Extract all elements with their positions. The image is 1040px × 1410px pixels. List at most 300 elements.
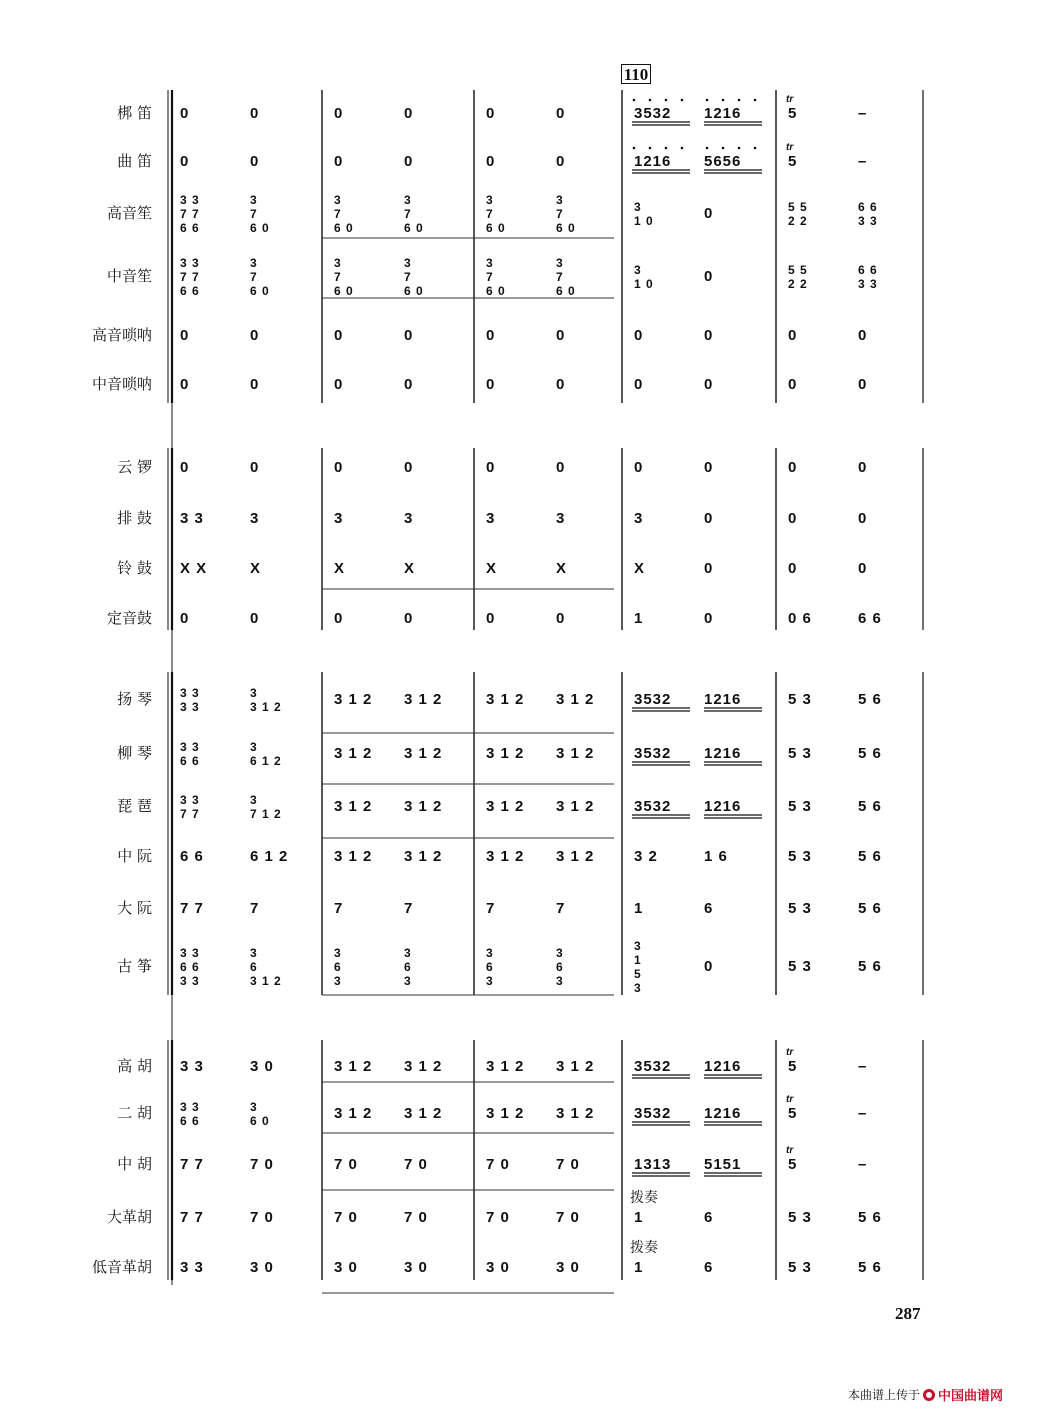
note-group: 6 6 [180, 221, 200, 235]
note-group: 7 [250, 900, 260, 917]
note-group: 3 1 2 [404, 745, 443, 762]
trill-mark: tr [786, 1047, 794, 1058]
note-group: 0 [486, 610, 496, 627]
note-group: 7 1 2 [250, 807, 282, 821]
note-group: 3 1 2 [404, 798, 443, 815]
note-group: 3 0 [250, 1259, 274, 1276]
note-group: 7 [486, 207, 494, 221]
note-group: 3 [404, 974, 412, 988]
note-group: 7 0 [250, 1209, 274, 1226]
note-group: 3 3 [180, 686, 200, 700]
note-group: 0 [858, 327, 868, 344]
note-group: 3 0 [334, 1259, 358, 1276]
note-group: 5 6 [858, 1259, 882, 1276]
note-group: 5 3 [788, 691, 812, 708]
note-group: 3 1 2 [486, 848, 525, 865]
note-group: 3 1 2 [556, 1058, 595, 1075]
note-group: 7 0 [556, 1209, 580, 1226]
note-group: 6 0 [334, 284, 354, 298]
note-group: 3 3 [180, 793, 200, 807]
octave-dot [738, 147, 741, 150]
note-group: 0 [250, 105, 260, 122]
note-group: 0 [250, 459, 260, 476]
note-group: 3 1 2 [334, 848, 373, 865]
note-group: 3 1 2 [250, 974, 282, 988]
instrument-name: 定音鼓 [106, 609, 152, 627]
note-group: 0 [334, 459, 344, 476]
note-group: 0 [404, 376, 414, 393]
note-group: 0 [250, 327, 260, 344]
note-group: 6 [250, 960, 258, 974]
note-group: 7 [486, 900, 496, 917]
note-group: 3 [634, 981, 642, 995]
instrument-name: 高音唢呐 [91, 326, 152, 344]
note-group: 0 [634, 459, 644, 476]
note-group: – [858, 1105, 868, 1122]
note-group: 0 [180, 610, 190, 627]
note-group: 6 6 [180, 960, 200, 974]
note-group: 7 [334, 900, 344, 917]
note-group: 5 3 [788, 798, 812, 815]
note-group: 0 [704, 459, 714, 476]
instrument-name: 柳 琴 [117, 744, 152, 762]
note-group: 0 [250, 376, 260, 393]
note-group: 6 [556, 960, 564, 974]
instrument-name: 琵 琶 [117, 797, 152, 815]
technique-mark: 拨奏 [630, 1240, 658, 1256]
note-group: 0 [704, 958, 714, 975]
note-group: 0 [788, 376, 798, 393]
note-group: 0 [404, 459, 414, 476]
note-group: 7 [334, 207, 342, 221]
note-group: 3 [556, 193, 564, 207]
note-group: 3 3 [180, 974, 200, 988]
note-group: 3 [486, 974, 494, 988]
note-group: 3 1 2 [486, 1105, 525, 1122]
note-group: 3 [556, 256, 564, 270]
note-group: 0 [788, 459, 798, 476]
note-group: 7 [556, 900, 566, 917]
note-group: 0 [556, 610, 566, 627]
instrument-name: 排 鼓 [117, 509, 152, 527]
octave-dot [665, 147, 668, 150]
note-group: 3 [634, 263, 642, 277]
page-number: 287 [895, 1304, 921, 1323]
note-group: 3 1 2 [556, 745, 595, 762]
note-group: 6 [704, 1259, 714, 1276]
note-group: 7 7 [180, 1156, 204, 1173]
trill-mark: tr [786, 142, 794, 153]
note-group: 5 3 [788, 1259, 812, 1276]
note-group: 6 0 [250, 1114, 270, 1128]
note-group: X [486, 560, 498, 577]
note-group: 5 3 [788, 900, 812, 917]
note-group: 3 [556, 946, 564, 960]
note-group: 3 [334, 974, 342, 988]
note-group: 7 [556, 270, 564, 284]
note-group: 3 1 2 [404, 1058, 443, 1075]
note-group: 7 7 [180, 270, 200, 284]
note-group: 3 1 2 [486, 1058, 525, 1075]
note-group: 6 [704, 1209, 714, 1226]
note-group: 3 1 2 [486, 691, 525, 708]
note-group: 7 7 [180, 807, 200, 821]
note-group: 6 0 [250, 221, 270, 235]
note-group: 5 [788, 1105, 798, 1122]
note-group: 6 0 [404, 284, 424, 298]
note-group: 5 [634, 967, 642, 981]
note-group: 3 [250, 686, 258, 700]
note-group: 3 1 2 [334, 1105, 373, 1122]
note-group: 0 [334, 327, 344, 344]
note-group: 3 0 [404, 1259, 428, 1276]
note-group: 3 1 2 [404, 1105, 443, 1122]
octave-dot [722, 147, 725, 150]
note-group: 3 [634, 510, 644, 527]
note-group: 3 1 2 [334, 1058, 373, 1075]
note-group: 0 [486, 105, 496, 122]
note-group: 0 6 [788, 610, 812, 627]
note-group: 0 [180, 376, 190, 393]
note-group: 7 0 [486, 1209, 510, 1226]
note-group: 5 6 [858, 798, 882, 815]
note-group: 1216 [704, 745, 742, 762]
note-group: 1 [634, 953, 642, 967]
note-group: 7 [250, 207, 258, 221]
note-group: 6 1 2 [250, 754, 282, 768]
note-group: 5 6 [858, 958, 882, 975]
note-group: 3 2 [634, 848, 658, 865]
note-group: X X [180, 560, 208, 577]
note-group: 7 [334, 270, 342, 284]
note-group: 5 3 [788, 1209, 812, 1226]
note-group: 0 [404, 610, 414, 627]
note-group: 5 6 [858, 745, 882, 762]
note-group: 0 [486, 459, 496, 476]
note-group: 3 0 [556, 1259, 580, 1276]
note-group: X [556, 560, 568, 577]
instrument-name: 云 锣 [117, 458, 152, 476]
note-group: 6 0 [556, 284, 576, 298]
note-group: 6 6 [180, 284, 200, 298]
octave-dot [649, 99, 652, 102]
note-group: 6 6 [858, 200, 878, 214]
note-group: 1 [634, 1209, 644, 1226]
note-group: 3 [334, 510, 344, 527]
note-group: 3 1 2 [250, 700, 282, 714]
note-group: 0 [404, 327, 414, 344]
note-group: 5 5 [788, 263, 808, 277]
note-group: 6 0 [486, 221, 506, 235]
note-group: 7 [556, 207, 564, 221]
note-group: 7 7 [180, 1209, 204, 1226]
note-group: 0 [486, 153, 496, 170]
note-group: 3 1 2 [556, 848, 595, 865]
footer-text: 本曲谱上传于 [848, 1388, 921, 1402]
site-logo-icon [923, 1389, 935, 1401]
note-group: 7 7 [180, 207, 200, 221]
instrument-name: 铃 鼓 [117, 559, 152, 577]
note-group: 6 6 [858, 263, 878, 277]
note-group: 3532 [634, 691, 672, 708]
note-group: 1216 [634, 153, 672, 170]
note-group: – [858, 1156, 868, 1173]
note-group: 3 3 [180, 946, 200, 960]
note-group: 3 [556, 974, 564, 988]
note-group: 0 [334, 376, 344, 393]
note-group: 0 [180, 327, 190, 344]
note-group: 7 0 [486, 1156, 510, 1173]
note-group: 3 1 2 [486, 798, 525, 815]
note-group: 3 3 [180, 256, 200, 270]
note-group: X [334, 560, 346, 577]
octave-dot [665, 99, 668, 102]
note-group: 3 3 [858, 277, 878, 291]
note-group: 3 3 [180, 740, 200, 754]
note-group: 3 [404, 193, 412, 207]
instrument-name: 低音革胡 [91, 1258, 152, 1276]
note-group: 1313 [634, 1156, 672, 1173]
note-group: 5 [788, 153, 798, 170]
note-group: 1 0 [634, 277, 654, 291]
note-group: 5 6 [858, 691, 882, 708]
note-group: 3 [486, 510, 496, 527]
note-group: 1 6 [704, 848, 728, 865]
note-group: 0 [334, 610, 344, 627]
note-group: 6 0 [486, 284, 506, 298]
note-group: 3 [486, 946, 494, 960]
note-group: 0 [704, 268, 714, 285]
note-group: 6 0 [334, 221, 354, 235]
note-group: 3 [250, 793, 258, 807]
note-group: 0 [486, 327, 496, 344]
note-group: 7 0 [250, 1156, 274, 1173]
note-group: 3 [404, 946, 412, 960]
note-group: 5151 [704, 1156, 742, 1173]
note-group: 1216 [704, 1058, 742, 1075]
note-group: 7 0 [404, 1156, 428, 1173]
octave-dot [706, 99, 709, 102]
instrument-name: 大革胡 [106, 1208, 152, 1226]
note-group: 3 1 2 [334, 691, 373, 708]
instrument-name: 中 胡 [117, 1155, 152, 1173]
note-group: 6 [404, 960, 412, 974]
note-group: – [858, 105, 868, 122]
note-group: 3 3 [180, 1100, 200, 1114]
note-group: 1216 [704, 1105, 742, 1122]
note-group: 3 1 2 [334, 798, 373, 815]
note-group: 0 [334, 153, 344, 170]
instrument-name: 高 胡 [117, 1057, 152, 1075]
octave-dot [649, 147, 652, 150]
note-group: 3 0 [250, 1058, 274, 1075]
note-group: 5 [788, 105, 798, 122]
note-group: 0 [858, 560, 868, 577]
note-group: 0 [788, 510, 798, 527]
note-group: 0 [556, 327, 566, 344]
note-group: 3 3 [180, 1058, 204, 1075]
note-group: 3 1 2 [556, 691, 595, 708]
note-group: 0 [250, 153, 260, 170]
note-group: 3 [404, 256, 412, 270]
octave-dot [754, 147, 757, 150]
note-group: 6 1 2 [250, 848, 289, 865]
octave-dot [633, 99, 636, 102]
note-group: 3532 [634, 745, 672, 762]
note-group: 3 [334, 256, 342, 270]
instrument-name: 中音唢呐 [91, 375, 152, 393]
instrument-name: 二 胡 [117, 1104, 152, 1122]
instrument-name: 中音笙 [106, 267, 152, 285]
octave-dot [681, 99, 684, 102]
note-group: 5 3 [788, 848, 812, 865]
note-group: 0 [704, 376, 714, 393]
instrument-name: 古 筝 [117, 957, 152, 975]
note-group: 3 [250, 740, 258, 754]
note-group: 0 [634, 327, 644, 344]
note-group: 6 0 [404, 221, 424, 235]
octave-dot [738, 99, 741, 102]
note-group: 5 6 [858, 1209, 882, 1226]
note-group: 6 6 [180, 1114, 200, 1128]
note-group: 5 6 [858, 900, 882, 917]
note-group: 5 [788, 1156, 798, 1173]
octave-dot [633, 147, 636, 150]
note-group: 6 6 [180, 754, 200, 768]
note-group: 1 [634, 610, 644, 627]
trill-mark: tr [786, 1145, 794, 1156]
note-group: 0 [788, 327, 798, 344]
note-group: 7 0 [334, 1156, 358, 1173]
note-group: 6 [486, 960, 494, 974]
note-group: 5 3 [788, 958, 812, 975]
note-group: 6 0 [556, 221, 576, 235]
note-group: 0 [556, 153, 566, 170]
note-group: 1 [634, 900, 644, 917]
instrument-name: 扬 琴 [117, 690, 152, 708]
note-group: 3 [486, 256, 494, 270]
note-group: 0 [858, 376, 868, 393]
note-group: 3 [634, 200, 642, 214]
note-group: 6 6 [180, 848, 204, 865]
note-group: 3 [250, 256, 258, 270]
note-group: 0 [788, 560, 798, 577]
note-group: 3 1 2 [486, 745, 525, 762]
note-group: 3 1 2 [556, 798, 595, 815]
note-group: 3 [334, 193, 342, 207]
note-group: 5656 [704, 153, 742, 170]
note-group: 0 [556, 376, 566, 393]
note-group: 3 [250, 946, 258, 960]
note-group: 0 [704, 327, 714, 344]
note-group: 3 [250, 193, 258, 207]
note-group: 3 1 2 [334, 745, 373, 762]
note-group: 3 [334, 946, 342, 960]
note-group: 7 0 [556, 1156, 580, 1173]
instrument-name: 梆 笛 [117, 104, 152, 122]
note-group: 0 [180, 153, 190, 170]
note-group: X [250, 560, 262, 577]
note-group: 3 1 2 [556, 1105, 595, 1122]
note-group: 0 [704, 510, 714, 527]
octave-dot [681, 147, 684, 150]
note-group: 7 [404, 207, 412, 221]
note-group: 3 [404, 510, 414, 527]
note-group: 3 [634, 939, 642, 953]
note-group: 3 0 [486, 1259, 510, 1276]
octave-dot [706, 147, 709, 150]
note-group: 5 [788, 1058, 798, 1075]
note-group: 3532 [634, 1105, 672, 1122]
footer [848, 1385, 1003, 1404]
note-group: 7 [486, 270, 494, 284]
note-group: 2 2 [788, 214, 808, 228]
note-group: 2 2 [788, 277, 808, 291]
octave-dot [722, 99, 725, 102]
instrument-name: 中 阮 [117, 847, 152, 865]
note-group: 0 [704, 205, 714, 222]
note-group: X [404, 560, 416, 577]
note-group: 3532 [634, 1058, 672, 1075]
note-group: 7 0 [334, 1209, 358, 1226]
note-group: 0 [634, 376, 644, 393]
note-group: 0 [704, 610, 714, 627]
note-group: 1 0 [634, 214, 654, 228]
note-group: 6 [334, 960, 342, 974]
note-group: 5 6 [858, 848, 882, 865]
instrument-name: 高音笙 [106, 204, 152, 222]
note-group: 0 [334, 105, 344, 122]
instrument-name: 曲 笛 [117, 152, 152, 170]
note-group: 3 [486, 193, 494, 207]
note-group: 6 6 [858, 610, 882, 627]
note-group: 1 [634, 1259, 644, 1276]
note-group: 3 [250, 1100, 258, 1114]
technique-mark: 拨奏 [630, 1190, 658, 1206]
note-group: – [858, 1058, 868, 1075]
instrument-name: 大 阮 [117, 899, 152, 917]
note-group: 0 [486, 376, 496, 393]
note-group: 0 [858, 459, 868, 476]
note-group: 0 [404, 105, 414, 122]
note-group: 7 0 [404, 1209, 428, 1226]
trill-mark: tr [786, 94, 794, 105]
note-group: 0 [180, 459, 190, 476]
note-group: 3 3 [180, 193, 200, 207]
note-group: 7 [404, 900, 414, 917]
note-group: 3 3 [858, 214, 878, 228]
note-group: 7 7 [180, 900, 204, 917]
note-group: 0 [250, 610, 260, 627]
note-group: 0 [556, 459, 566, 476]
note-group: 5 5 [788, 200, 808, 214]
note-group: 3 3 [180, 700, 200, 714]
note-group: 0 [180, 105, 190, 122]
footer-site: 中国曲谱网 [938, 1389, 1004, 1404]
note-group: X [634, 560, 646, 577]
note-group: 0 [404, 153, 414, 170]
note-group: 7 [404, 270, 412, 284]
rehearsal-mark: 110 [621, 64, 651, 84]
note-group: 1216 [704, 105, 742, 122]
note-group: 3 3 [180, 510, 204, 527]
note-group: 1216 [704, 798, 742, 815]
note-group: 3 [250, 510, 260, 527]
note-group: 6 0 [250, 284, 270, 298]
note-group: 3 [556, 510, 566, 527]
note-group: – [858, 153, 868, 170]
note-group: 0 [556, 105, 566, 122]
